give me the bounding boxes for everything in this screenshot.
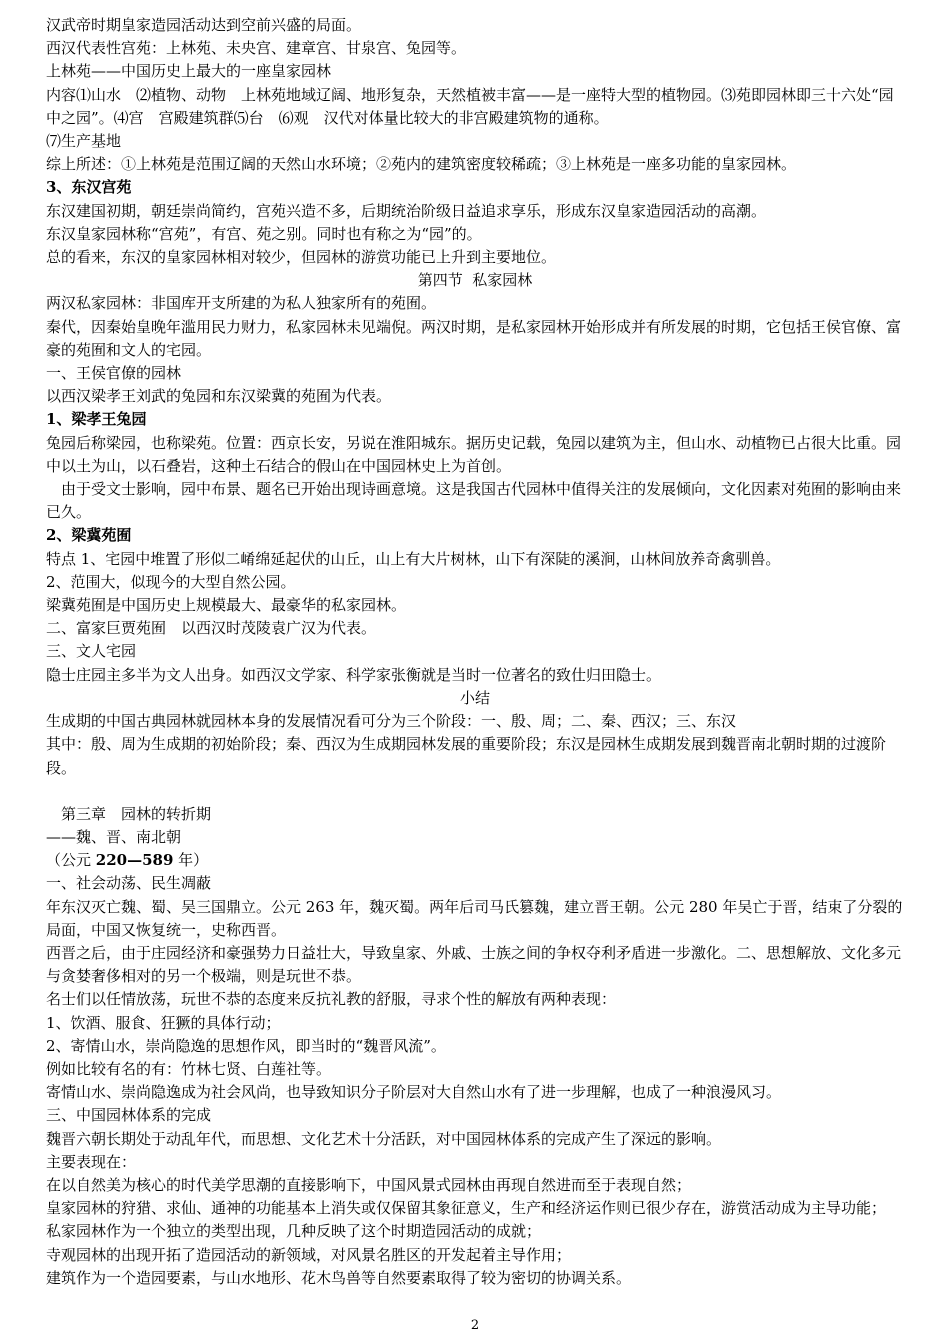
text-line: 东汉皇家园林称“宫苑”，有宫、苑之别。同时也有称之为“园”的。 [46, 224, 482, 243]
text-line: 其中：殷、周为生成期的初始阶段；秦、西汉为生成期园林发展的重要阶段；东汉是园林生成期发展到魏晋南北朝时期的过渡阶段。 [46, 735, 887, 777]
subsection-heading: 1、梁孝王兔园 [46, 410, 147, 429]
text-line: 兔园后称梁园，也称梁苑。位置：西京长安，另说在淮阳城东。据历史记载，兔园以建筑为主，但山水、动植物已占很大比重。园中以土为山，以石叠岩，这种土石结合的假山在中国园林史上为首创。 [46, 433, 902, 475]
text-line: 西汉代表性宫苑：上林苑、未央宫、建章宫、甘泉宫、兔园等。 [46, 39, 467, 58]
document-body [46, 14, 904, 1290]
text-line: 以西汉梁孝王刘武的兔园和东汉梁冀的苑囿为代表。 [46, 387, 392, 406]
text-line: 一、王侯官僚的园林 [46, 364, 182, 383]
text-line: 2、寄情山水，崇尚隐逸的思想作风，即当时的“魏晋风流”。 [46, 1036, 446, 1055]
section-title: 第四节 私家园林 [417, 271, 533, 290]
chapter-title: 第三章 园林的转折期 [46, 804, 212, 823]
text-line: 在以自然美为核心的时代美学思潮的直接影响下，中国风景式园林由再现自然进而至于表现自然； [46, 1175, 692, 1194]
text-line: 上林苑——中国历史上最大的一座皇家园林 [46, 62, 332, 81]
text-line: 私家园林作为一个独立的类型出现，几种反映了这个时期造园活动的成就； [46, 1222, 542, 1241]
text-line: 名士们以任情放荡，玩世不恭的态度来反抗礼教的舒服，寻求个性的解放有两种表现： [46, 990, 617, 1009]
text-line: 2、范围大，似现今的大型自然公园。 [46, 572, 296, 591]
chapter-subtitle: ——魏、晋、南北朝 [46, 827, 182, 846]
text-line: 隐士庄园主多半为文人出身。如西汉文学家、科学家张衡就是当时一位著名的致仕归田隐士。 [46, 665, 662, 684]
text-line: 汉武帝时期皇家造园活动达到空前兴盛的局面。 [46, 16, 362, 34]
text-line: 生成期的中国古典园林就园林本身的发展情况看可分为三个阶段：一、殷、周；二、秦、西汉；三、东汉 [46, 712, 737, 731]
subsection-heading: 2、梁冀苑囿 [46, 526, 132, 545]
era-years: 220—589 [95, 851, 174, 870]
text-line: 魏晋六朝长期处于动乱年代，而思想、文化艺术十分活跃，对中国园林体系的完成产生了深远的影响。 [46, 1129, 722, 1148]
era-suffix: 年） [173, 851, 209, 870]
text-line: 由于受文士影响，园中布景、题名已开始出现诗画意境。这是我国古代园林中值得关注的发展倾向，文化因素对苑囿的影响由来已久。 [46, 480, 902, 522]
text-line: 三、中国园林体系的完成 [46, 1106, 212, 1125]
blank-line [46, 780, 904, 803]
subsection-heading: 3、东汉宫苑 [46, 178, 132, 197]
text-line: 总的看来，东汉的皇家园林相对较少，但园林的游赏功能已上升到主要地位。 [46, 248, 557, 267]
text-line: 内容⑴山水 ⑵植物、动物 上林苑地域辽阔、地形复杂，天然植被丰富——是一座特大型的植物园。⑶苑即园林即三十六处“园中之园”。⑷宫 宫殿建筑群⑸台 ⑹观 汉代对体量比较大的非宫殿建筑物的通称。 [46, 85, 894, 127]
text-line: 主要表现在： [46, 1152, 137, 1171]
text-line: 梁冀苑囿是中国历史上规模最大、最豪华的私家园林。 [46, 596, 407, 615]
text-line: 二、富家巨贾苑囿 以西汉时茂陵袁广汉为代表。 [46, 619, 377, 638]
text-line: 建筑作为一个造园要素，与山水地形、花木鸟兽等自然要素取得了较为密切的协调关系。 [46, 1268, 632, 1287]
text-line: 三、文人宅园 [46, 642, 137, 661]
page-number: 2 [470, 1318, 480, 1333]
text-line: 西晋之后，由于庄园经济和豪强势力日益壮大，导致皇家、外戚、士族之间的争权夺利矛盾进一步激化。二、思想解放、文化多元 [46, 943, 902, 962]
text-line: 皇家园林的狩猎、求仙、通神的功能基本上消失或仅保留其象征意义，生产和经济运作则已很少存在，游赏活动成为主导功能； [46, 1199, 887, 1218]
era-prefix: （公元 [46, 851, 96, 870]
text-line: 年东汉灭亡魏、蜀、吴三国鼎立。公元 263 年，魏灭蜀。两年后司马氏篡魏，建立晋王朝。公元 280 年吴亡于晋，结束了分裂的局面，中国又恢复统一，史称西晋。 [46, 897, 903, 939]
text-line: 1、饮酒、服食、狂獗的具体行动； [46, 1013, 281, 1032]
era-line [46, 849, 904, 872]
text-line: 寺观园林的出现开拓了造园活动的新领域，对风景名胜区的开发起着主导作用； [46, 1245, 572, 1264]
text-line: 东汉建国初期，朝廷崇尚简约，宫苑兴造不多，后期统治阶级日益追求享乐，形成东汉皇家造园活动的高潮。 [46, 201, 767, 220]
text-line: 一、社会动荡、民生凋蔽 [46, 874, 212, 893]
summary-title: 小结 [459, 688, 490, 707]
text-line: 特点 1、宅园中堆置了形似二崤绵延起伏的山丘，山上有大片树林，山下有深陡的溪涧，山林间放养奇禽驯兽。 [46, 549, 781, 568]
text-line: 寄情山水、崇尚隐逸成为社会风尚，也导致知识分子阶层对大自然山水有了进一步理解，也成了一种浪漫风习。 [46, 1083, 782, 1102]
text-line: 例如比较有名的有：竹林七贤、白莲社等。 [46, 1059, 332, 1078]
text-line: ⑺生产基地 [46, 132, 122, 151]
text-line: 综上所述：①上林苑是范围辽阔的天然山水环境；②苑内的建筑密度较稀疏；③上林苑是一座多功能的皇家园林。 [46, 155, 797, 174]
text-line: 与贪婪奢侈相对的另一个极端，则是玩世不恭。 [46, 967, 362, 986]
text-line: 秦代，因秦始皇晚年滥用民力财力，私家园林未见端倪。两汉时期，是私家园林开始形成并有所发展的时期，它包括王侯官僚、富豪的苑囿和文人的宅园。 [46, 317, 902, 359]
text-line: 两汉私家园林：非国库开支所建的为私人独家所有的苑囿。 [46, 294, 437, 313]
